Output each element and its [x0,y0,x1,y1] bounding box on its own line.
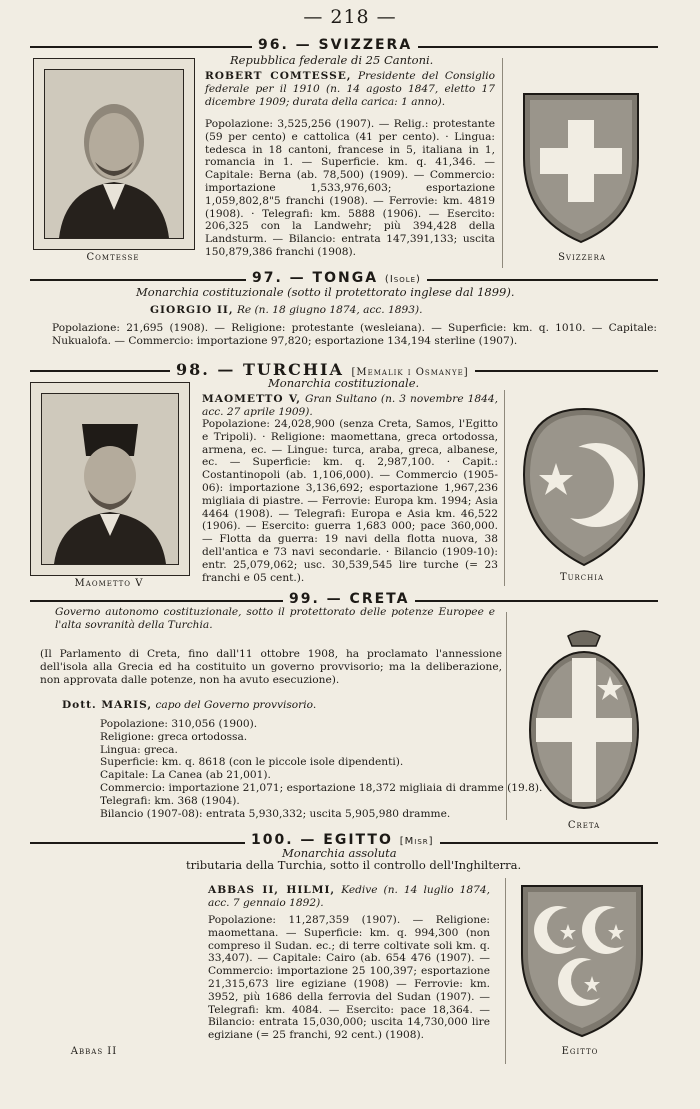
ruler-name: ABBAS II, HILMI, [208,884,336,896]
heading-turchia-suffix: [Memalik i Osmanye] [351,367,469,378]
subtitle-svizzera: Repubblica federale di 25 Cantoni. [230,53,434,67]
portrait-comtesse-icon [45,70,183,238]
ruler-svizzera [205,70,495,108]
stat-line: Popolazione: 310,056 (1900). [100,718,258,730]
page-number: — 218 — [303,6,397,28]
stat-line: Religione: greca ortodossa. [100,730,248,743]
heading-turchia-title: 98. — TURCHIA [176,360,344,379]
subtitle-creta: Governo autonomo costituzionale, sotto il protettorato delle potenze Europee e l'alta sovranità della Turchia. [55,606,495,631]
stat-line: Superficie: km. q. 8618 (con le piccole isole dipendenti). [100,756,404,769]
column-divider [504,390,505,586]
arms-caption-turchia: Turchia [559,572,605,583]
ruler-tonga [150,304,550,317]
heading-svizzera: 96. — SVIZZERA [252,37,418,53]
portrait-maometto [30,382,190,576]
stats-creta [100,718,543,820]
cretan-flag-shield-icon [524,626,644,812]
ruler-name: GIORGIO II, [150,304,234,316]
heading-egitto-title: 100. — EGITTO [251,832,393,848]
portrait-comtesse [33,58,195,250]
stat-line: Capitale: La Canea (ab 21,001). [100,769,271,782]
ruler-creta [62,699,482,712]
subtitle-egitto-2: tributaria della Turchia, sotto il controllo dell'Inghilterra. [186,858,522,872]
heading-tonga-suffix: (Isole) [384,274,421,285]
portrait-caption-comtesse: Comtesse [86,252,140,263]
ruler-name: Dott. MARIS, [62,699,153,711]
heading-egitto-suffix: [Misr] [399,836,434,847]
ruler-details: Gran Sultano (n. 3 novembre 1844, acc. 27 aprile 1909). [202,393,498,418]
arms-caption-svizzera: Svizzera [558,252,606,263]
portrait-maometto-icon [42,394,178,564]
arms-caption-creta: Creta [567,820,601,831]
stat-line: Lingua: greca. [100,743,178,756]
subtitle-egitto: Monarchia assoluta [282,846,397,860]
stat-line: Commercio: importazione 21,071; esportazione 18,372 migliaia di dramme (19.8). [100,781,543,794]
ruler-egitto [208,884,490,910]
column-divider [505,878,506,1064]
ruler-details: Re (n. 18 giugno 1874, acc. 1893). [236,304,423,316]
ruler-details: Kedive (n. 14 luglio 1874, acc. 7 gennaio 1892). [208,884,490,909]
ruler-turchia [202,393,498,419]
three-crescents-shield-icon [516,880,648,1040]
stat-line: Telegrafi: km. 368 (1904). [100,794,240,807]
stats-tonga: Popolazione: 21,695 (1908). — Religione: protestante (wesleiana). — Superficie: km. q. 1010. — Capitale: Nukualofa. — Commercio: importazione 97,820; esportazione 134,194 sterline (1907). [52,322,657,347]
column-divider [506,612,507,820]
note-creta: (Il Parlamento di Creta, fino dall'11 ottobre 1908, ha proclamato l'annessione dell'isola alla Grecia ed ha costituito un governo provvisorio; ma la deliberazione, non approvata dalle potenze, non ha avuto esecuzione). [40,648,502,686]
stats-turchia: Popolazione: 24,028,900 (senza Creta, Samos, l'Egitto e Tripoli). · Religione: maomettana, greca ortodossa, armena, ec. — Lingue: turca, araba, greca, albanese, ec. — Superficie: km. q. 2,987,100. · Capit.: Costantinopoli (ab. 1,106,000). — Commercio (1905-06): importazione 3,136,692; esportazione 1,967,236 migliaia di piastre. — Ferrovie: Europa km. 1994; Asia 4464 (1908). — Telegrafi: Europa e Asia km. 46,522 (1906). — Esercito: guerra 1,683 000; pace 360,000. — Flotta da guerra: 19 navi della flotta nuova, 38 dell'antica e 73 navi secondarie. · Bilancio (1909-10): entr. 25,079,062; usc. 30,539,545 lire turche (= 23 franchi e 05 cent.). [202,418,498,584]
stats-svizzera: Popolazione: 3,525,256 (1907). — Relig.: protestante (59 per cento) e cattolica (41 per cento). · Lingua: tedesca in 18 cantoni, francese in 5, italiana in 1, romancia in 1. — Superficie. km. q. 41,346. — Capitale: Berna (ab. 78,500) (1909). — Commercio: importazione 1,533,976,603; esportazione 1,059,802,8"5 franchi (1908). — Ferrovie: km. 4819 (1908). · Telegrafi: km. 5888 (1906). — Esercito: 206,325 con la Landwehr; più 394,428 della Landsturm. — Bilancio: entrata 147,391,133; uscita 150,879,386 franchi (1908). [205,118,495,258]
column-divider [502,58,503,268]
heading-creta: 99. — CRETA [283,591,415,607]
ruler-details: capo del Governo provvisorio. [155,699,317,711]
portrait-caption-maometto: Maometto V [74,578,144,589]
subtitle-tonga: Monarchia costituzionale (sotto il protettorato inglese dal 1899). [136,285,515,299]
subtitle-turchia: Monarchia costituzionale. [268,376,420,390]
heading-tonga [246,270,427,286]
ruler-name: MAOMETTO V, [202,393,301,405]
swiss-cross-shield-icon [518,88,644,248]
ruler-details: Presidente del Consiglio federale per il 1910 (n. 14 agosto 1847, eletto 17 dicembre 1909; durata della carica: 1 anno). [205,70,495,108]
stats-egitto: Popolazione: 11,287,359 (1907). — Religione: maomettana. — Superficie: km. q. 994,300 (non compreso il Sudan. ec.; di terre coltivate soli km. q. 33,407). — Capitale: Cairo (ab. 654 476 (1907). — Commercio: importazione 25 100,397; esportazione 21,315,673 lire egiziane (1908) — Ferrovie: km. 3952, più 1686 della ferrovia del Sudan (1907). — Telegrafi: km. 4084. — Esercito: pace 18,364. — Bilancio: entrata 15,030,000; uscita 14,730,000 lire egiziane (= 25 franchi, 92 cent.) (1908). [208,914,490,1042]
heading-tonga-title: 97. — TONGA [252,270,379,286]
crescent-star-shield-icon [520,405,648,569]
arms-caption-egitto: Egitto [561,1046,599,1057]
portrait-caption-abbas: Abbas II [70,1046,118,1057]
stat-line: Bilancio (1907-08): entrata 5,930,332; uscita 5,905,980 dramme. [100,807,451,820]
ruler-name: ROBERT COMTESSE, [205,70,352,82]
